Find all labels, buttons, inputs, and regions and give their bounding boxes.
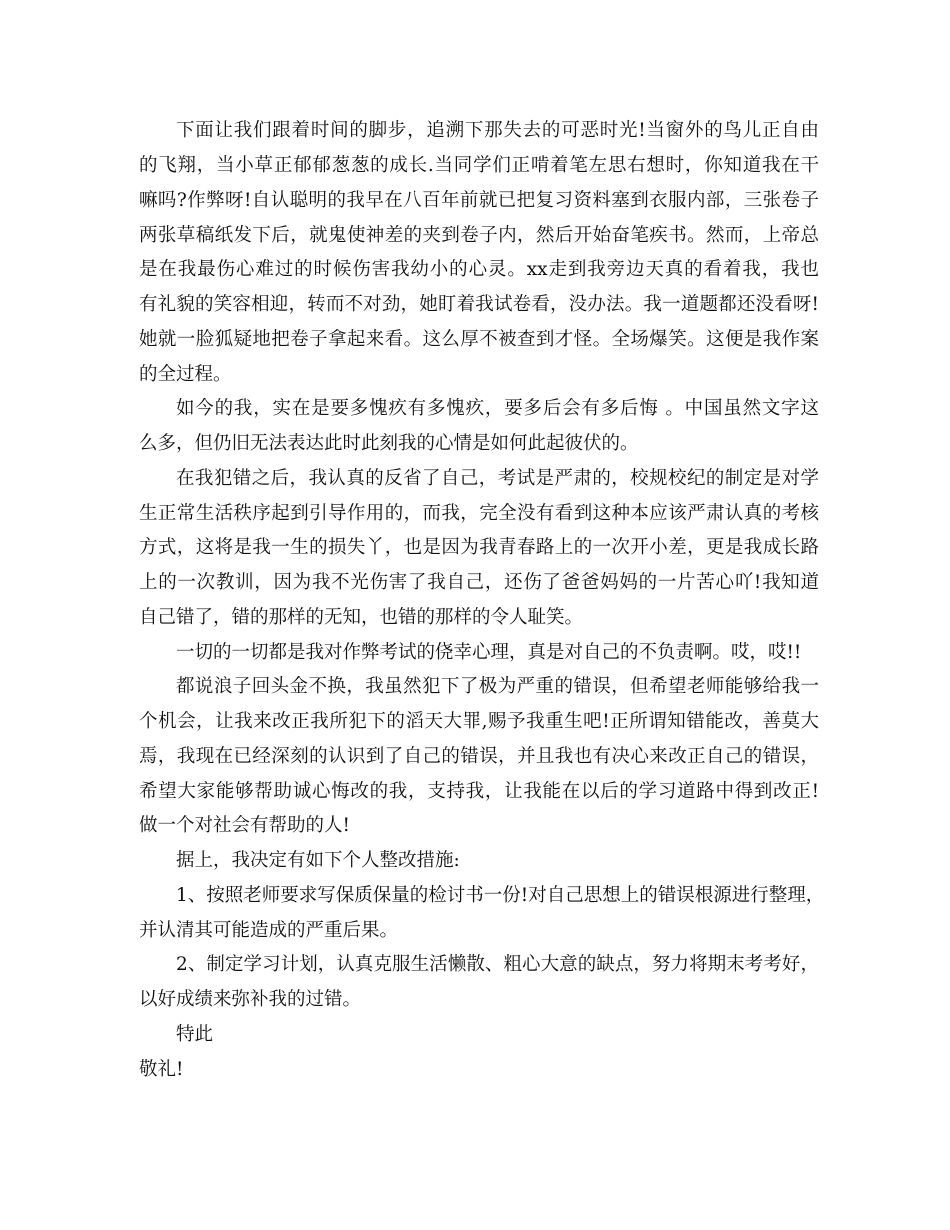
text-line: 在我犯错之后，我认真的反省了自己，考试是严肃的，校规校纪的制定是对学 xyxy=(176,468,819,489)
text-line: 生正常生活秩序起到引导作用的，而我，完全没有看到这种本应该严肃认真的考核 xyxy=(139,503,819,524)
text-line: 做一个对社会有帮助的人! xyxy=(139,815,350,836)
text-line: 下面让我们跟着时间的脚步，追溯下那失去的可恶时光!当窗外的鸟儿正自由 xyxy=(176,120,819,141)
text-line: 1、按照老师要求写保质保量的检讨书一份!对自己思想上的错误根源进行整理， xyxy=(176,885,825,906)
text-line: 并认清其可能造成的严重后果。 xyxy=(139,920,399,941)
text-line: 都说浪子回头金不换，我虽然犯下了极为严重的错误，但希望老师能够给我一 xyxy=(176,676,819,697)
text-line: 自己错了，错的那样的无知，也错的那样的令人耻笑。 xyxy=(139,607,584,628)
text-line: 一切的一切都是我对作弊考试的侥幸心理，真是对自己的不负责啊。哎，哎!! xyxy=(176,642,802,663)
text-line: 敬礼! xyxy=(139,1059,184,1080)
text-line: 希望大家能够帮助诚心悔改的我，支持我，让我能在以后的学习道路中得到改正! xyxy=(139,781,819,802)
text-line: 两张草稿纸发下后，就鬼使神差的夹到卷子内，然后开始奋笔疾书。然而，上帝总 xyxy=(139,225,819,246)
text-line: 有礼貌的笑容相迎，转而不对劲，她盯着我试卷看，没办法。我一道题都还没看呀! xyxy=(139,294,819,315)
text-line: 方式，这将是我一生的损失丫，也是因为我青春路上的一次开小差，更是我成长路 xyxy=(139,537,819,558)
text-line: 么多，但仍旧无法表达此时此刻我的心情是如何此起彼伏的。 xyxy=(139,433,639,454)
text-line: 2、制定学习计划，认真克服生活懒散、粗心大意的缺点，努力将期末考考好， xyxy=(176,954,819,975)
text-line: 焉，我现在已经深刻的认识到了自己的错误，并且我也有决心来改正自己的错误， xyxy=(139,746,819,767)
text-line: 据上，我决定有如下个人整改措施: xyxy=(176,850,460,871)
text-line: 她就一脸狐疑地把卷子拿起来看。这么厚不被查到才怪。全场爆笑。这便是我作案 xyxy=(139,329,819,350)
text-line: 特此 xyxy=(176,1024,214,1045)
text-line: 以好成绩来弥补我的过错。 xyxy=(139,989,362,1010)
text-line: 的全过程。 xyxy=(139,364,232,385)
text-line: 如今的我，实在是要多愧疚有多愧疚，要多后会有多后悔 。中国虽然文字这 xyxy=(176,398,819,419)
text-line: 个机会，让我来改正我所犯下的滔天大罪,赐予我重生吧!正所谓知错能改，善莫大 xyxy=(139,711,819,732)
text-line: 的飞翔，当小草正郁郁葱葱的成长.当同学们正啃着笔左思右想时，你知道我在干 xyxy=(139,155,819,176)
text-line: 上的一次教训，因为我不光伤害了我自己，还伤了爸爸妈妈的一片苦心吖!我知道 xyxy=(139,572,819,593)
text-line: 嘛吗?作弊呀!自认聪明的我早在八百年前就已把复习资料塞到衣服内部，三张卷子 xyxy=(139,190,819,211)
text-line: 是在我最伤心难过的时候伤害我幼小的心灵。xx走到我旁边天真的看着我，我也 xyxy=(139,259,819,280)
